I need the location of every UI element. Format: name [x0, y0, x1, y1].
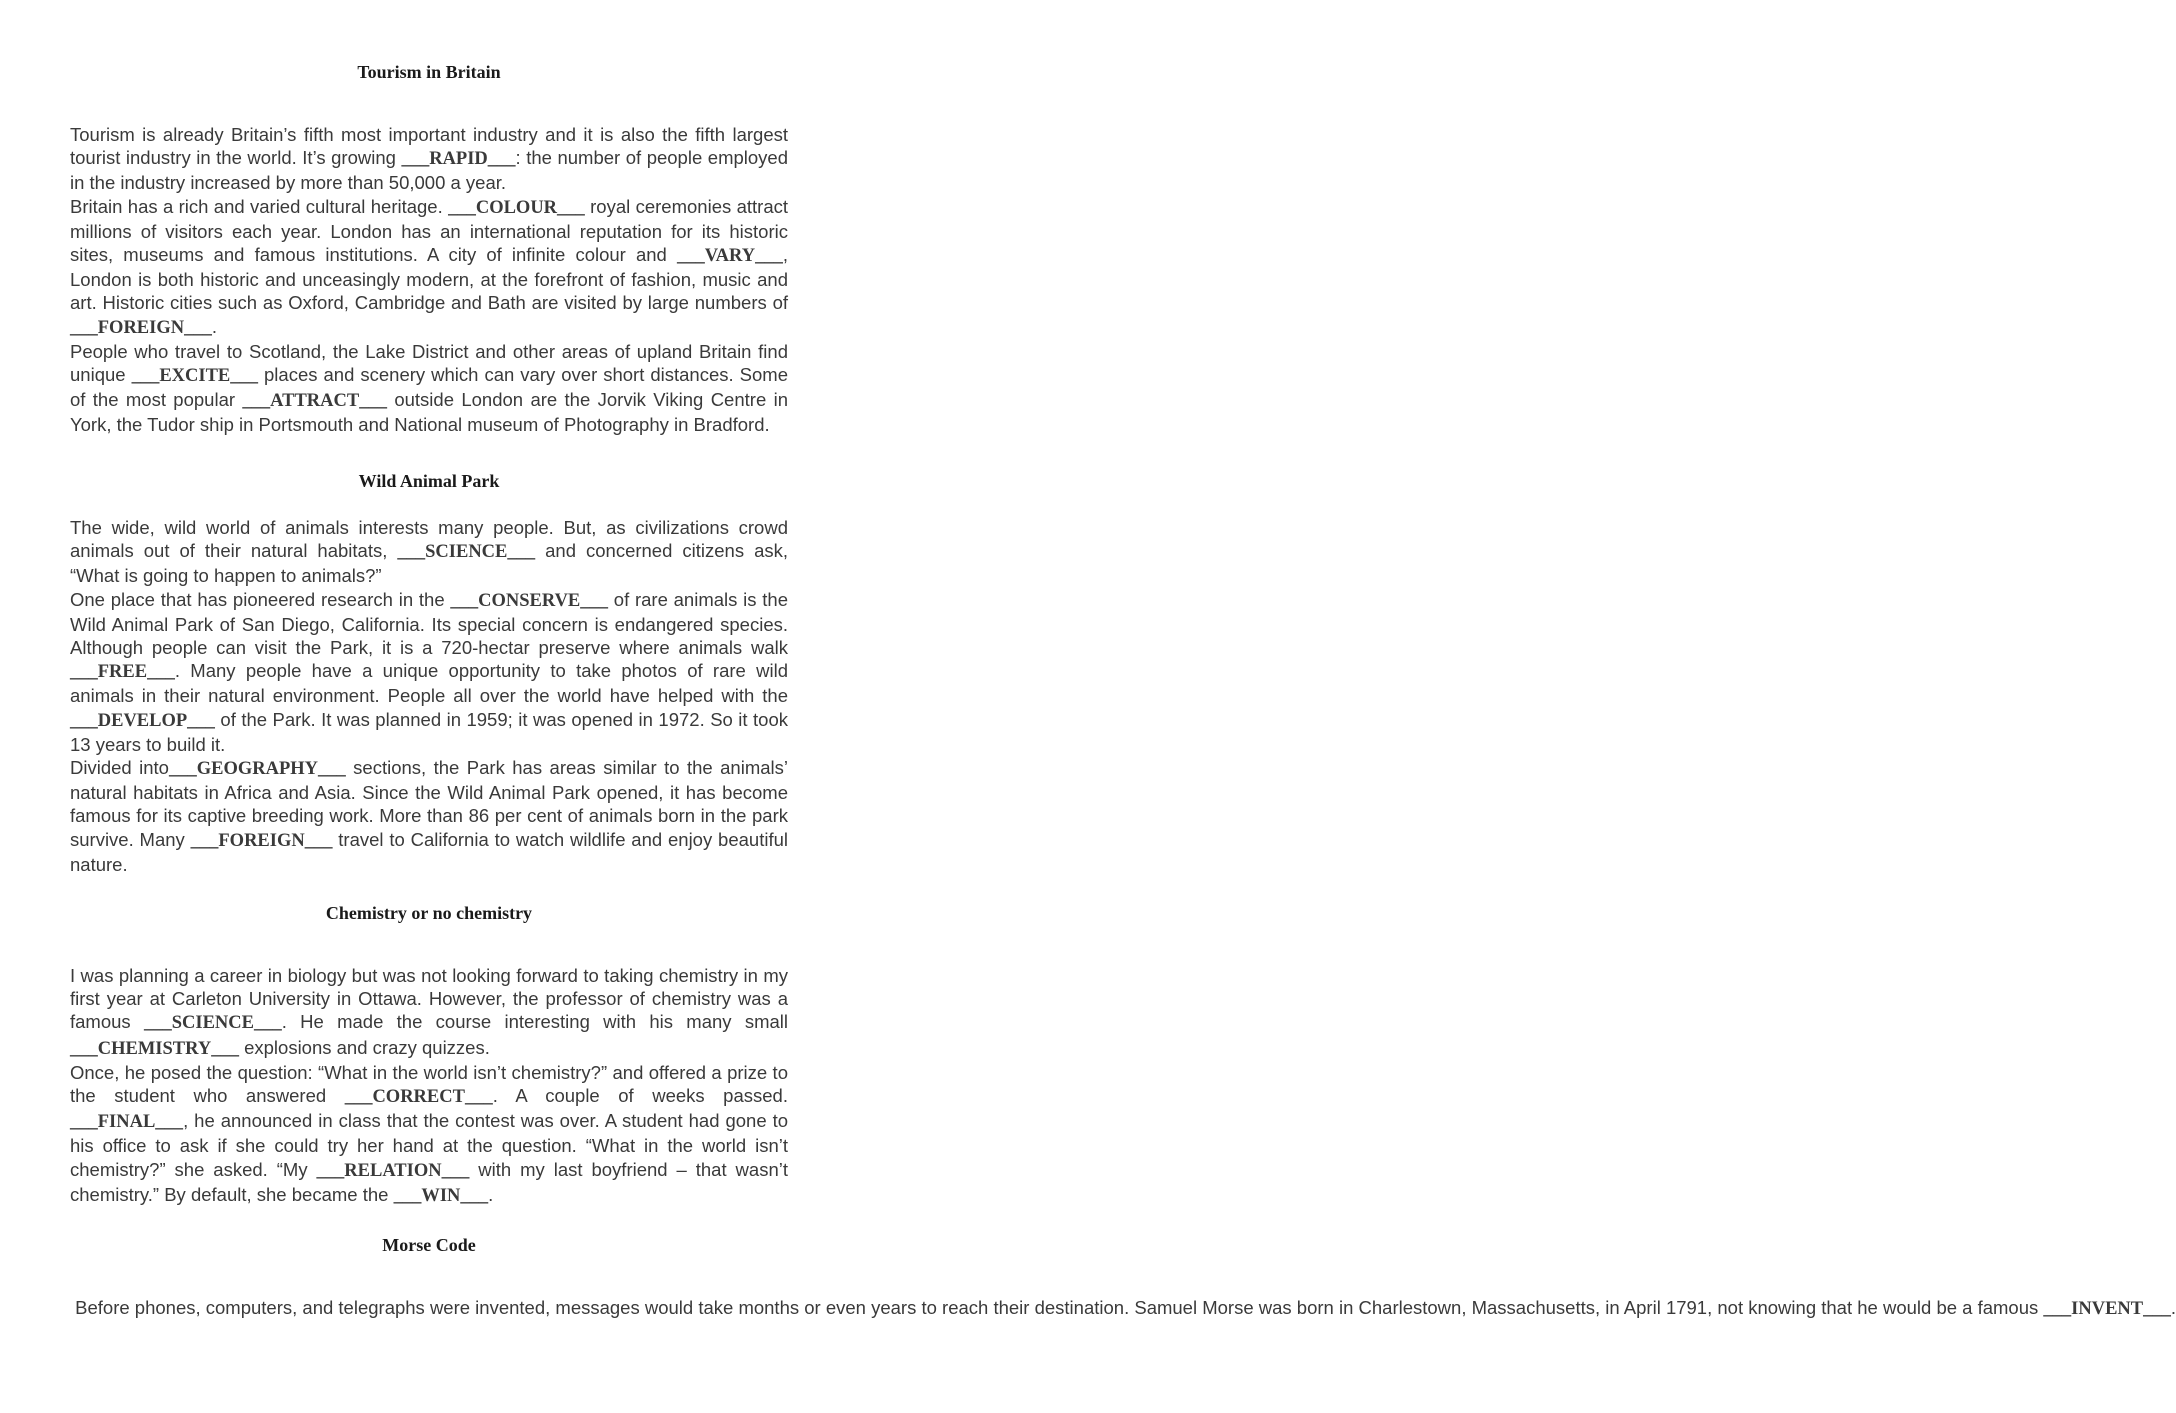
text-run: royal ceremonies attract millions of visitors each year. London has an international reputation for its historic sites, museums and famous institutions. A city of infinite colour and: [70, 195, 788, 266]
blank-answer: ___FINAL___: [70, 1112, 184, 1133]
paragraph: [70, 340, 788, 437]
blank-answer: ___SCIENCE___: [397, 542, 536, 563]
blank-answer: ___CORRECT___: [344, 1087, 493, 1108]
text-run: of rare animals is the Wild Animal Park of San Diego, California. Its special concern is endangered species. Although people can visit the Park, it is a 720-hectar preserve where animals walk: [70, 588, 788, 659]
paragraph: [70, 964, 788, 1061]
section-title: Morse Code: [382, 1235, 476, 1255]
section-chemistry: [70, 903, 788, 1208]
section-title: Wild Animal Park: [358, 471, 500, 491]
paragraph: [70, 516, 788, 588]
text-run: places and scenery which can vary over short distances. Some of the most popular: [70, 364, 788, 411]
blank-answer: ___RELATION___: [316, 1160, 470, 1181]
section-title: Tourism in Britain: [357, 62, 501, 82]
section-body: [70, 1296, 2176, 1321]
section-morse-code: [70, 1235, 2176, 1321]
section-wild-animal-park: [70, 471, 788, 876]
blank-answer: ___ATTRACT___: [242, 391, 387, 412]
blank-answer: ___FOREIGN___: [190, 830, 333, 851]
section-body: [70, 964, 788, 1208]
text-run: : the number of people employed in the industry increased by more than 50,000 a year.: [70, 147, 788, 194]
text-run: Before phones, computers, and telegraphs were invented, messages would take months or even years to reach their destination. Samuel Morse was born in Charlestown, Massachusetts, in April 1791, not knowing that he would be a famous: [70, 1297, 2044, 1318]
text-run: travel to California to watch wildlife and enjoy beautiful nature.: [70, 828, 788, 875]
paragraph: [70, 588, 788, 756]
text-run: explosions and crazy quizzes.: [238, 1036, 490, 1058]
text-run: sections, the Park has areas similar to the animals’ natural habitats in Africa and Asia. Since the Wild Animal Park opened, it has become famous for its captive breeding work. More than 86 per cent of animals born in the park survive. Many: [70, 757, 788, 850]
blank-answer: ___SCIENCE___: [143, 1013, 282, 1034]
paragraph: [70, 756, 788, 876]
text-run: I was planning a career in biology but was not looking forward to taking chemistry in my first year at Carleton University in Ottawa. However, the professor of chemistry was a famous: [70, 965, 788, 1033]
text-run: One place that has pioneered research in the: [70, 588, 451, 610]
text-run: with my last boyfriend – that wasn’t chemistry.” By default, she became the: [70, 1158, 788, 1205]
text-run: . Many people have a unique opportunity to take photos of rare wild animals in their natural environment. People all over the world have helped with the: [70, 660, 788, 707]
text-run: Britain has a rich and varied cultural heritage.: [70, 195, 449, 217]
paragraph: [70, 123, 788, 195]
blank-answer: ___COLOUR___: [448, 197, 585, 218]
blank-answer: ___FOREIGN___: [70, 317, 212, 338]
text-run: . A couple of weeks passed.: [492, 1085, 788, 1107]
text-run: . He made the course interesting with his many small: [281, 1011, 788, 1033]
blank-answer: ___GEOGRAPHY___: [168, 759, 346, 780]
text-run: Tourism is already Britain’s fifth most important industry and it is also the fifth largest tourist industry in the world. It’s growing: [70, 124, 788, 169]
blank-answer: ___CHEMISTRY___: [70, 1038, 239, 1059]
text-run: Once, he posed the question: “What in the world isn’t chemistry?” and offered a prize to the student who answered: [70, 1061, 788, 1107]
text-run: outside London are the Jorvik Viking Centre in York, the Tudor ship in Portsmouth and National museum of Photography in Bradford.: [70, 389, 788, 436]
text-run: .: [488, 1183, 494, 1205]
text-run: .: [2170, 1297, 2176, 1318]
section-tourism: [70, 62, 788, 437]
blank-answer: ___CONSERVE___: [450, 590, 609, 611]
text-run: , London is both historic and unceasingly modern, at the forefront of fashion, music and art. Historic cities such as Oxford, Cambridge and Bath are visited by large numbers of: [70, 244, 788, 314]
blank-answer: ___FREE___: [70, 662, 175, 683]
paragraph: [70, 195, 788, 340]
paragraph: [70, 1061, 788, 1208]
section-body: [70, 516, 788, 876]
blank-answer: ___VARY___: [676, 246, 783, 267]
section-title: Chemistry or no chemistry: [325, 903, 533, 923]
section-body: [70, 123, 788, 437]
text-run: Divided into: [70, 757, 169, 779]
text-run: The wide, wild world of animals interests many people. But, as civilizations crowd animals out of their natural habitats,: [70, 517, 788, 562]
blank-answer: ___INVENT___: [2043, 1299, 2171, 1319]
blank-answer: ___DEVELOP___: [70, 710, 215, 731]
text-run: of the Park. It was planned in 1959; it was opened in 1972. So it took 13 years to build it.: [70, 708, 788, 755]
text-run: People who travel to Scotland, the Lake District and other areas of upland Britain find unique: [70, 340, 788, 386]
text-run: and concerned citizens ask, “What is going to happen to animals?”: [70, 540, 788, 587]
paragraph: [70, 1296, 2176, 1321]
text-run: , he announced in class that the contest was over. A student had gone to his office to ask if she could try her hand at the question. “What in the world isn’t chemistry?” she asked. “My: [70, 1110, 788, 1180]
blank-answer: ___WIN___: [393, 1185, 489, 1206]
blank-answer: ___EXCITE___: [131, 366, 259, 387]
text-run: .: [211, 315, 217, 337]
blank-answer: ___RAPID___: [401, 149, 516, 170]
